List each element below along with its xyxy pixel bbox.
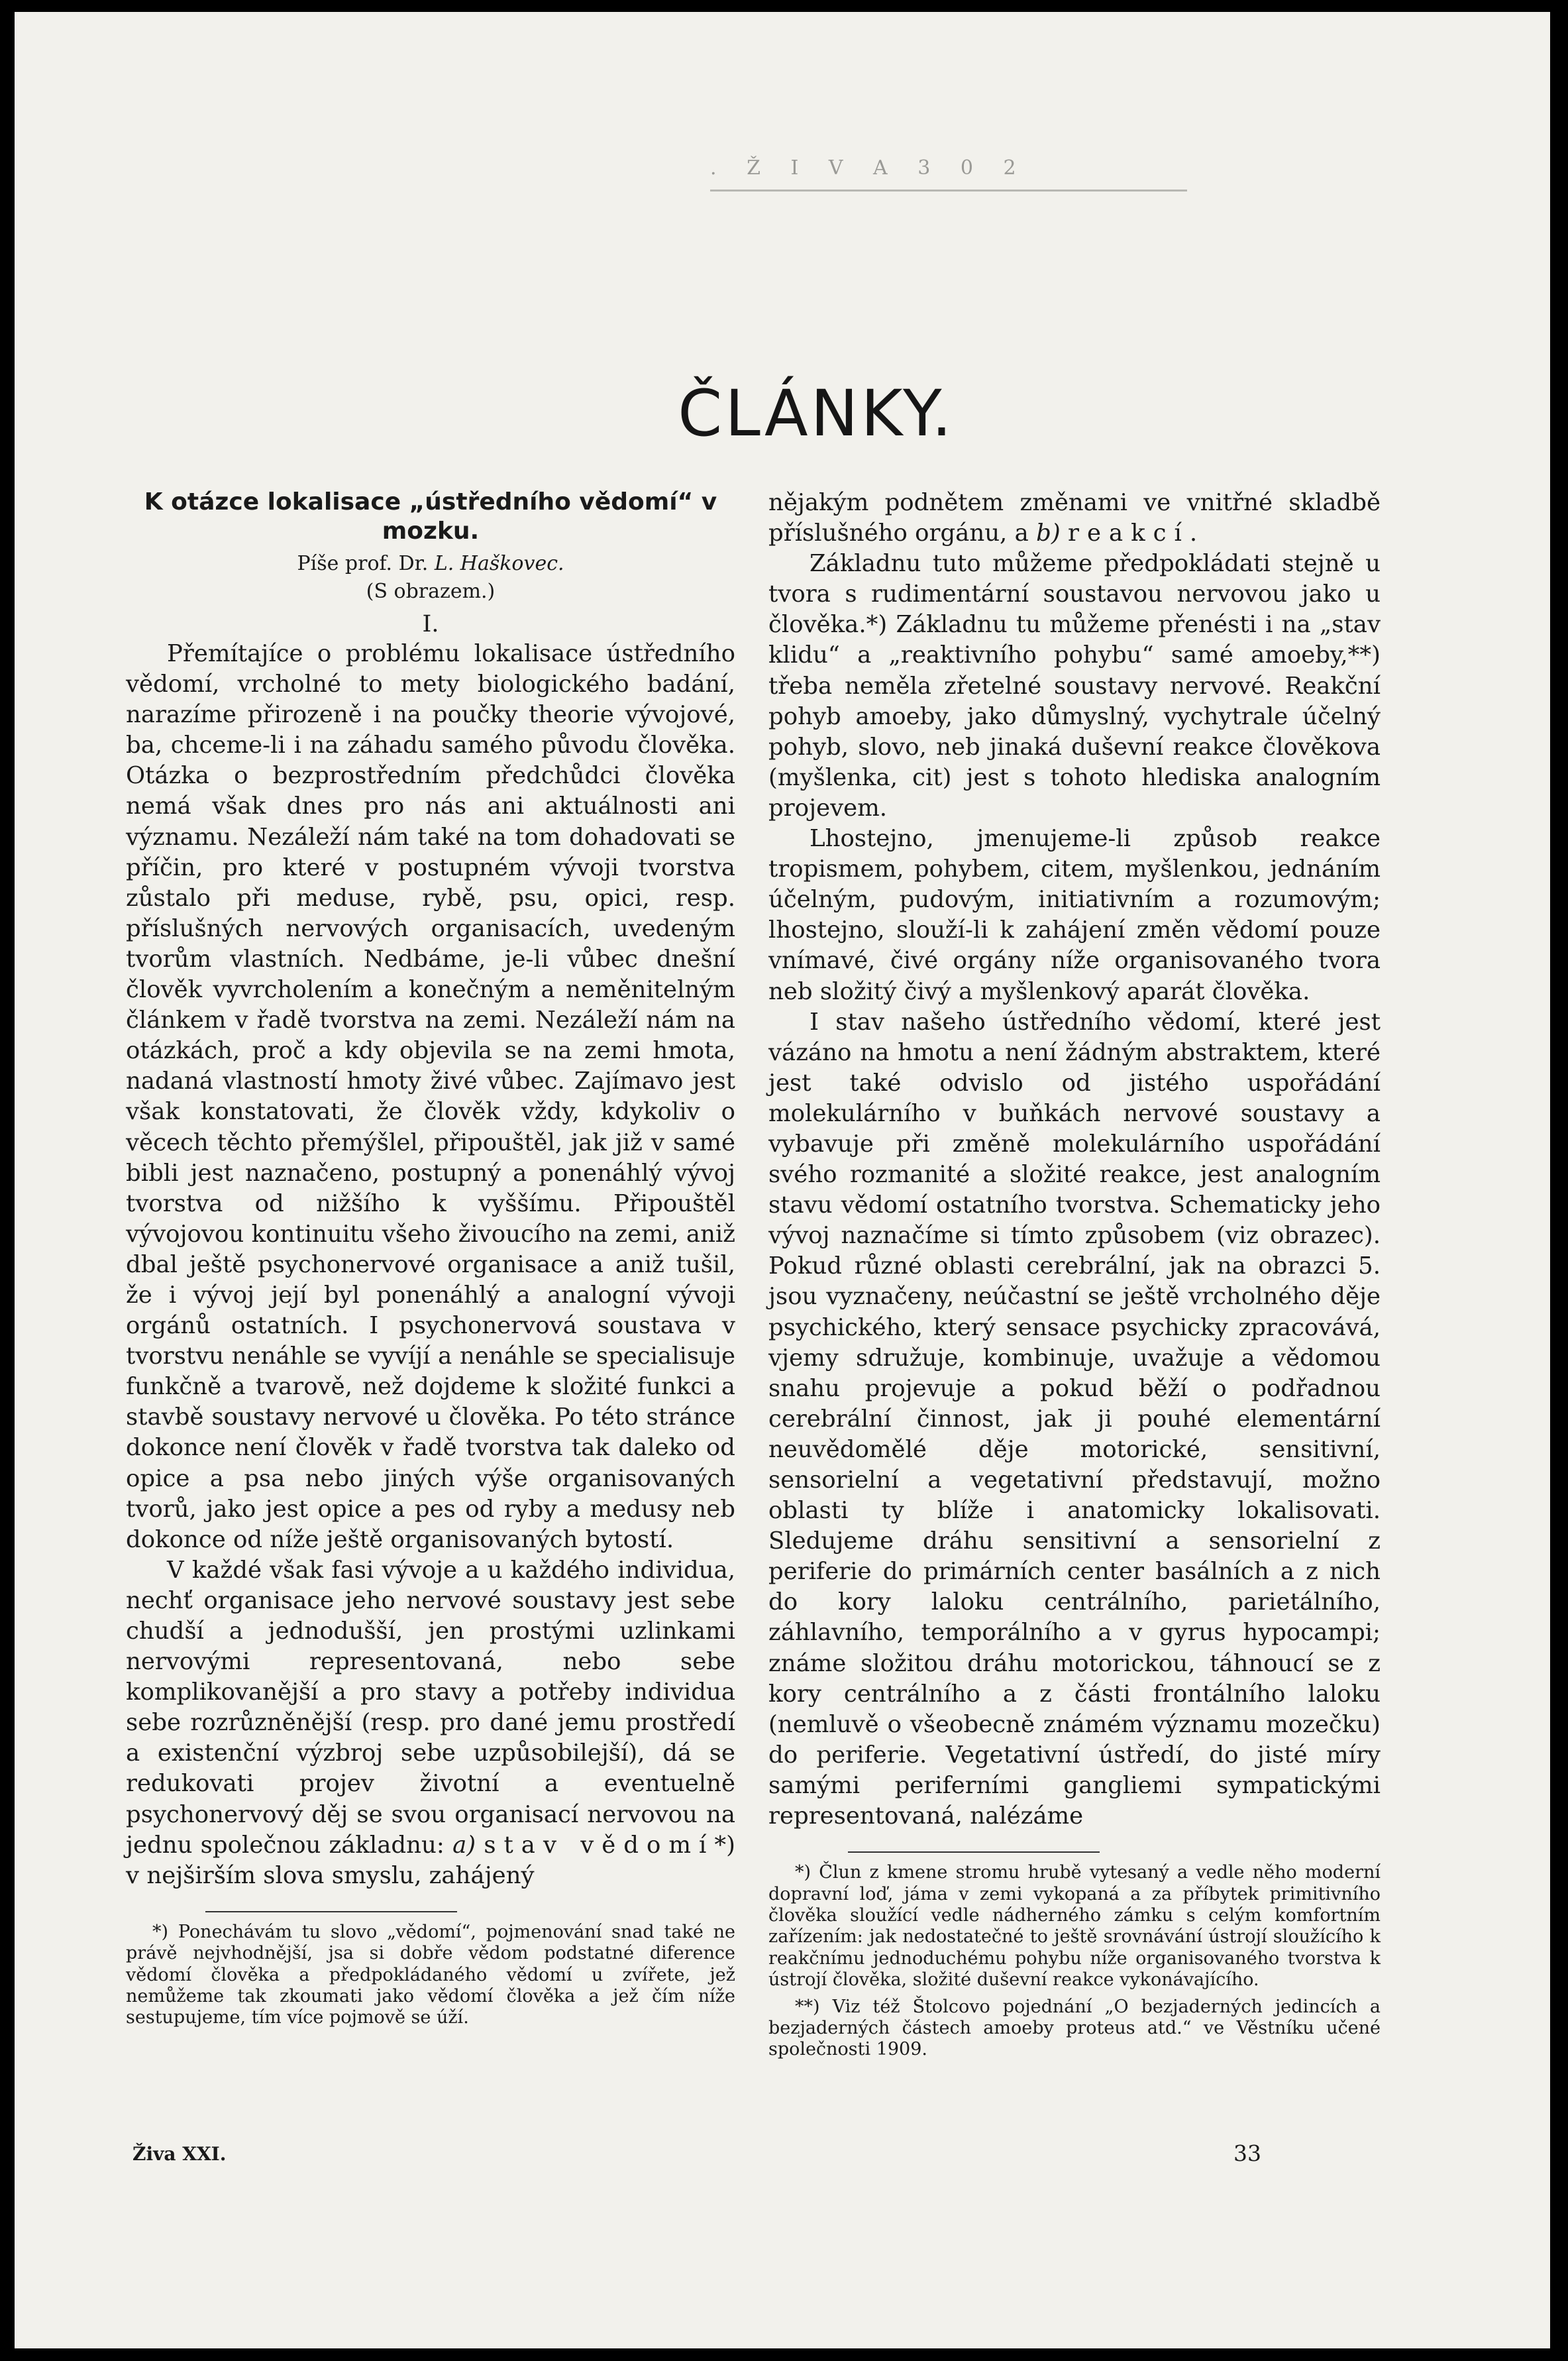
paragraph-continued (768, 488, 1381, 549)
article-title: K otázce lokalisace „ústředního vědomí“ v mozku. (144, 488, 717, 545)
footnote-right-1: *) Člun z kmene stromu hrubě vytesaný a vedle něho moderní dopravní loď, jáma v zemi vykopaná a za příbytek primitivního člověka sloužící vedle nádherného zámku s celým komfortním zařízením: jak nedostatečné to ještě srovnávání ústrojí sloužícího k reakčnímu jednoduchému pohybu níže organisovaného tvorstva k ústrojí člověka, složité duševní reakce vykonávajícího. (768, 1862, 1381, 1991)
running-head-text: . Ž I V A 3 0 2 (710, 156, 1028, 180)
section-numeral: I. (422, 611, 439, 637)
footnote-rule-right (848, 1851, 1100, 1853)
paragraph-2-end: *) v nejširším slova smyslu, zahájený (126, 1831, 736, 1889)
paragraph-1: Přemítajíce o problému lokalisace ústředního vědomí, vrcholné to mety biologického badání, narazíme přirozeně i na poučky theorie vývojové, ba, chceme-li i na záhadu samého původu člověka. Otázka o bezprostředním předchůdci člověka nemá však dnes pro nás ani aktuálnosti ani významu. Nezáleží nám také na tom dohadovati se příčin, pro které v postupném vývoji tvorstva zůstalo při meduse, rybě, psu, opici, resp. příslušných nervových organisacích, uvedeným tvorům vlastních. Nedbáme, je-li vůbec dnešní člověk vyvrcholením a konečným a neměnitelným článkem v řadě tvorstva na zemi. Nezáleží nám na otázkách, proč a kdy objevila se na zemi hmota, nadaná vlastností hmoty živé vůbec. Zajímavo jest však konstatovati, že člověk vždy, kdykoliv o věcech těchto přemýšlel, připouštěl, jak již v samé bibli jest naznačeno, postupný a ponenáhlý vývoj tvorstva od nižšího k vyššímu. Připouštěl vývojovou kontinuitu všeho živoucího na zemi, aniž dbal ještě psychonervové organisace a aniž tušil, že i vývoj její byl ponenáhlý a analogní vývoji orgánů ostatních. I psychonervová soustava v tvorstvu nenáhle se vyvíjí a nenáhle se specialisuje funkčně a tvarově, než dojdeme k složité funkci a stavbě soustavy nervové u člověka. Po této stránce dokonce není člověk v řadě tvorstva tak daleko od opice a psa nebo jiných výše organisovaných tvorů, jako jest opice a pes od ryby a medusy neb dokonce od níže ještě organisovaných bytostí. (126, 640, 735, 1553)
item-a-label: a) (452, 1831, 476, 1859)
running-head (710, 156, 1187, 180)
paragraph-3: Základnu tuto můžeme předpokládati stejně u tvora s rudimentární soustavou nervovou jako u člověka.*) Základnu tu můžeme přenésti i na „stav klidu“ a „reaktivního pohybu“ samé amoeby,**) třeba neměla zřetelné soustavy nervové. Reakční pohyb amoeby, jako důmyslný, vychytrale účelný pohyb, slovo, neb jinaká duševní reakce člověkova (myšlenka, cit) jest s tohoto hlediska analogním projevem. (768, 550, 1381, 822)
page-number: 33 (1233, 2140, 1261, 2166)
section-title: ČLÁNKY. (678, 376, 955, 451)
image-note: (S obrazem.) (366, 580, 496, 603)
footnote-rule-left (205, 1911, 457, 1912)
item-b-label: b) (1036, 520, 1061, 547)
byline (126, 550, 735, 578)
footnote-right-2: **) Viz též Štolcovo pojednání „O bezjaderných jedincích a bezjaderných částech amoeby proteus atd.“ ve Věstníku učené společnosti 1909. (768, 1996, 1381, 2060)
paragraph-2 (126, 1555, 735, 1891)
right-column (768, 488, 1381, 2061)
paragraph-2-text: V každé však fasi vývoje a u každého individua, nechť organisace jeho nervové soustavy jest sebe chudší a jednodušší, jen prostými uzlinkami nervovými representovaná, nebo sebe komplikovanější a pro stavy a potřeby individua sebe rozrůzněnější (resp. pro dané jemu prostředí a existenční výzbroj sebe uzpůsobilejší), dá se redukovati projev životní a eventuelně psychonervový děj se svou organisací nervovou na jednu společnou základnu: (126, 1556, 735, 1859)
author-name: L. Haškovec. (434, 552, 564, 575)
paragraph-4: Lhostejno, jmenujeme-li způsob reakce tropismem, pohybem, citem, myšlenkou, jednáním účelným, pudovým, initiativním a rozumovým; lhostejno, slouží-li k zahájení změn vědomí pouze vnímavé, čivé orgány níže organisovaného tvora neb složitý čivý a myšlenkový aparát člověka. (768, 825, 1381, 1005)
paragraph-5: I stav našeho ústředního vědomí, které jest vázáno na hmotu a není žádným abstraktem, které jest také odvislo od jistého uspořádání molekulárního v buňkách nervové soustavy a vybavuje při změně molekulárního uspořádání svého rozmanité a složité reakce, jest analogním stavu vědomí ostatního tvorstva. Schematicky jeho vývoj naznačíme si tímto způsobem (viz obrazec). Pokud různé oblasti cerebrální, jak na obrazci 5. jsou vyznačeny, neúčastní se ještě vrcholného děje psychického, který sensace psychicky zpracovává, vjemy sdružuje, kombinuje, uvažuje a vědomou snahu projevuje a pokud běží o podřadnou cerebrální činnost, jak ji pouhé elementární neuvědomělé děje motorické, sensitivní, sensorielní a vegetativní představují, možno oblasti ty blíže i anatomicky lokalisovati. Sledujeme dráhu sensitivní a sensorielní z periferie do primárních center basálních a z nich do kory laloku centrálního, parietálního, záhlavního, temporálního a v gyrus hypocampi; známe složitou dráhu motorickou, táhnoucí se z kory centrálního a z části frontálního laloku (nemluvě o všeobecně známém významu mozečku) do periferie. Vegetativní ústředí, do jisté míry samými periferními gangliemi sympatickými representovaná, nalézáme (768, 1008, 1381, 1830)
journal-label: Živa XXI. (132, 2143, 227, 2165)
reakci-term: reakcí. (1067, 520, 1206, 547)
stav-vedomi-term: stav vědomí (484, 1831, 715, 1859)
running-head-rule (710, 190, 1187, 192)
footnote-left: *) Ponechávám tu slovo „vědomí“, pojmenování snad také ne právě nejvhodnější, jsa si dobře vědom podstatné diference vědomí člověka a předpokládaného vědomí u zvířete, jež nemůžeme tak zkoumati jako vědomí člověka a jež čím níže sestupujeme, tím více pojmově se úží. (126, 1921, 735, 2028)
continued-text: nějakým podnětem změnami ve vnitřné skladbě příslušného orgánu, a (768, 489, 1381, 547)
left-column (126, 488, 735, 2029)
page-sheet (15, 12, 1550, 2348)
byline-prefix: Píše prof. Dr. (297, 552, 429, 575)
